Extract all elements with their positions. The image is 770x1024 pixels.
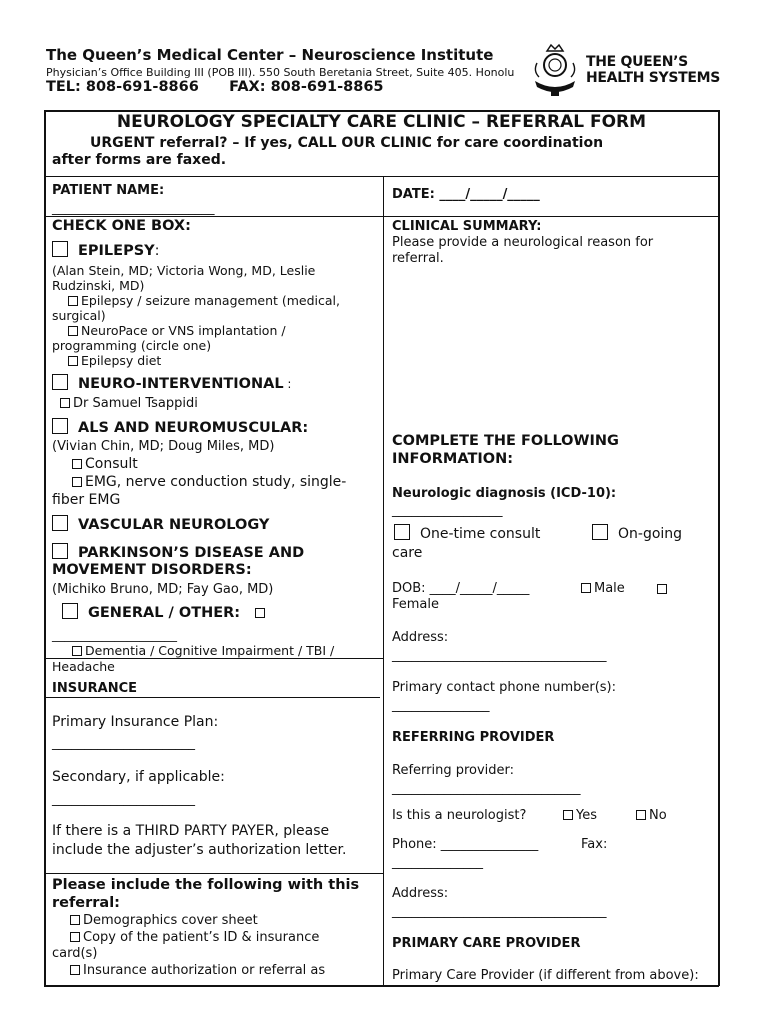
tsappidi-checkbox[interactable] <box>60 398 70 408</box>
logo-line-1: THE QUEEN’S <box>586 54 688 70</box>
neurologist-yes-label: Yes <box>576 808 597 823</box>
neuro-interventional-checkbox[interactable] <box>52 374 68 390</box>
male-checkbox[interactable] <box>581 583 591 593</box>
phone-label: Primary contact phone number(s): <box>392 680 616 695</box>
ongoing-checkbox[interactable] <box>592 524 608 540</box>
third-party-note-1: If there is a THIRD PARTY PAYER, please <box>52 823 330 839</box>
urgent-line-1: URGENT referral? – If yes, CALL OUR CLINIC for care coordination <box>90 135 604 151</box>
als-consult-checkbox[interactable] <box>72 459 82 469</box>
neurologist-question: Is this a neurologist? <box>392 808 527 823</box>
general-other-field[interactable]: ____________________ <box>52 627 177 642</box>
check-one-box-label: CHECK ONE BOX: <box>52 218 191 234</box>
epilepsy-diet-checkbox[interactable] <box>68 356 78 366</box>
dementia-label: Dementia / Cognitive Impairment / TBI / <box>85 643 335 658</box>
address-field[interactable]: _________________________________ <box>392 648 607 663</box>
pcp-heading: PRIMARY CARE PROVIDER <box>392 936 581 951</box>
complete-heading-1: COMPLETE THE FOLLOWING <box>392 433 619 449</box>
referring-provider-field[interactable]: _____________________________ <box>392 781 581 796</box>
general-checkbox[interactable] <box>62 603 78 619</box>
demographics-label: Demographics cover sheet <box>83 913 258 928</box>
als-consult-label: Consult <box>85 456 138 472</box>
logo-line-2: HEALTH SYSTEMS <box>586 70 721 86</box>
emg-checkbox[interactable] <box>72 477 82 487</box>
secondary-insurance-field[interactable]: ______________________ <box>52 792 195 807</box>
general-label: GENERAL / OTHER: <box>88 605 241 621</box>
epilepsy-management-label-2: surgical) <box>52 308 106 323</box>
clinical-summary-desc-1: Please provide a neurological reason for <box>392 235 654 250</box>
diagnosis-label: Neurologic diagnosis (ICD-10): <box>392 486 617 501</box>
one-time-consult-checkbox[interactable] <box>394 524 410 540</box>
als-label: ALS AND NEUROMUSCULAR: <box>78 420 309 436</box>
female-label: Female <box>392 597 440 612</box>
vascular-checkbox[interactable] <box>52 515 68 531</box>
dob-field[interactable]: DOB: ____/_____/_____ <box>392 581 530 596</box>
phone2-field[interactable]: _______________ <box>440 837 539 852</box>
epilepsy-checkbox[interactable] <box>52 241 68 257</box>
address2-field[interactable]: _________________________________ <box>392 904 607 919</box>
address2-label: Address: <box>392 886 449 901</box>
female-checkbox[interactable] <box>657 584 667 594</box>
phone2-label: Phone: <box>392 837 437 852</box>
neuropace-label-2: programming (circle one) <box>52 338 212 353</box>
insurance-heading: INSURANCE <box>52 681 138 696</box>
include-heading-1: Please include the following with this <box>52 877 360 893</box>
neuro-interventional-label: NEURO-INTERVENTIONAL <box>78 376 284 392</box>
id-copy-label-2: card(s) <box>52 946 98 961</box>
referring-provider-heading: REFERRING PROVIDER <box>392 730 555 745</box>
third-party-note-2: include the adjuster’s authorization letter. <box>52 842 347 858</box>
patient-name-label: PATIENT NAME: <box>52 183 165 198</box>
pcp-label: Primary Care Provider (if different from above): <box>392 968 699 983</box>
tsappidi-label: Dr Samuel Tsappidi <box>73 396 198 411</box>
include-heading-2: referral: <box>52 895 120 911</box>
primary-insurance-label: Primary Insurance Plan: <box>52 714 219 730</box>
phone-field[interactable]: _______________ <box>392 698 490 713</box>
fax-label: Fax: <box>581 837 608 852</box>
emg-label-2: fiber EMG <box>52 492 121 508</box>
header-address: Physician’s Office Building III (POB III). 550 South Beretania Street, Suite 405. Honolu <box>46 66 515 79</box>
parkinsons-checkbox[interactable] <box>52 543 68 559</box>
epilepsy-diet-label: Epilepsy diet <box>81 353 162 368</box>
demographics-checkbox[interactable] <box>70 915 80 925</box>
diagnosis-field[interactable]: _________________ <box>392 503 503 518</box>
als-checkbox[interactable] <box>52 418 68 434</box>
ongoing-care-label: care <box>392 545 423 561</box>
insurance-auth-checkbox[interactable] <box>70 965 80 975</box>
neurologist-yes-checkbox[interactable] <box>563 810 573 820</box>
complete-heading-2: INFORMATION: <box>392 451 513 467</box>
emg-label: EMG, nerve conduction study, single- <box>85 474 347 490</box>
date-field[interactable]: DATE: ____/_____/_____ <box>392 187 540 202</box>
primary-insurance-field[interactable]: ______________________ <box>52 736 195 751</box>
parkinsons-label-1: PARKINSON’S DISEASE AND <box>78 545 305 561</box>
insurance-auth-label: Insurance authorization or referral as <box>83 963 326 978</box>
epilepsy-management-checkbox[interactable] <box>68 296 78 306</box>
epilepsy-management-label: Epilepsy / seizure management (medical, <box>81 293 340 308</box>
referring-provider-label: Referring provider: <box>392 763 515 778</box>
queens-crest-icon <box>529 41 581 101</box>
clinical-summary-desc-2: referral. <box>392 251 444 266</box>
one-time-consult-label: One-time consult <box>420 526 541 542</box>
parkinsons-doctors: (Michiko Bruno, MD; Fay Gao, MD) <box>52 582 274 597</box>
ongoing-label: On-going <box>618 526 683 542</box>
epilepsy-doctors-1: (Alan Stein, MD; Victoria Wong, MD, Leslie <box>52 263 316 278</box>
neurologist-no-label: No <box>649 808 667 823</box>
neurologist-no-checkbox[interactable] <box>636 810 646 820</box>
fax-field[interactable]: ______________ <box>392 855 483 870</box>
dementia-label-2: Headache <box>52 659 115 674</box>
epilepsy-doctors-2: Rudzinski, MD) <box>52 278 145 293</box>
secondary-insurance-label: Secondary, if applicable: <box>52 769 225 785</box>
form-title: NEUROLOGY SPECIALTY CARE CLINIC – REFERRAL FORM <box>116 112 647 132</box>
male-label: Male <box>594 581 625 596</box>
id-copy-label: Copy of the patient’s ID & insurance <box>83 930 320 945</box>
vascular-label: VASCULAR NEUROLOGY <box>78 517 270 533</box>
parkinsons-label-2: MOVEMENT DISORDERS: <box>52 562 252 578</box>
als-doctors: (Vivian Chin, MD; Doug Miles, MD) <box>52 439 275 454</box>
header-contact: TEL: 808-691-8866 FAX: 808-691-8865 <box>46 79 384 95</box>
neuropace-label: NeuroPace or VNS implantation / <box>81 323 286 338</box>
patient-name-field[interactable]: _________________________ <box>52 201 215 216</box>
id-copy-checkbox[interactable] <box>70 932 80 942</box>
address-label: Address: <box>392 630 449 645</box>
urgent-line-2: after forms are faxed. <box>52 152 227 168</box>
general-other-checkbox[interactable] <box>255 608 265 618</box>
epilepsy-label: EPILEPSY <box>78 243 155 259</box>
clinical-summary-heading: CLINICAL SUMMARY: <box>392 219 542 234</box>
neuropace-checkbox[interactable] <box>68 326 78 336</box>
dementia-checkbox[interactable] <box>72 646 82 656</box>
header-title: The Queen’s Medical Center – Neuroscience Institute <box>46 46 494 64</box>
